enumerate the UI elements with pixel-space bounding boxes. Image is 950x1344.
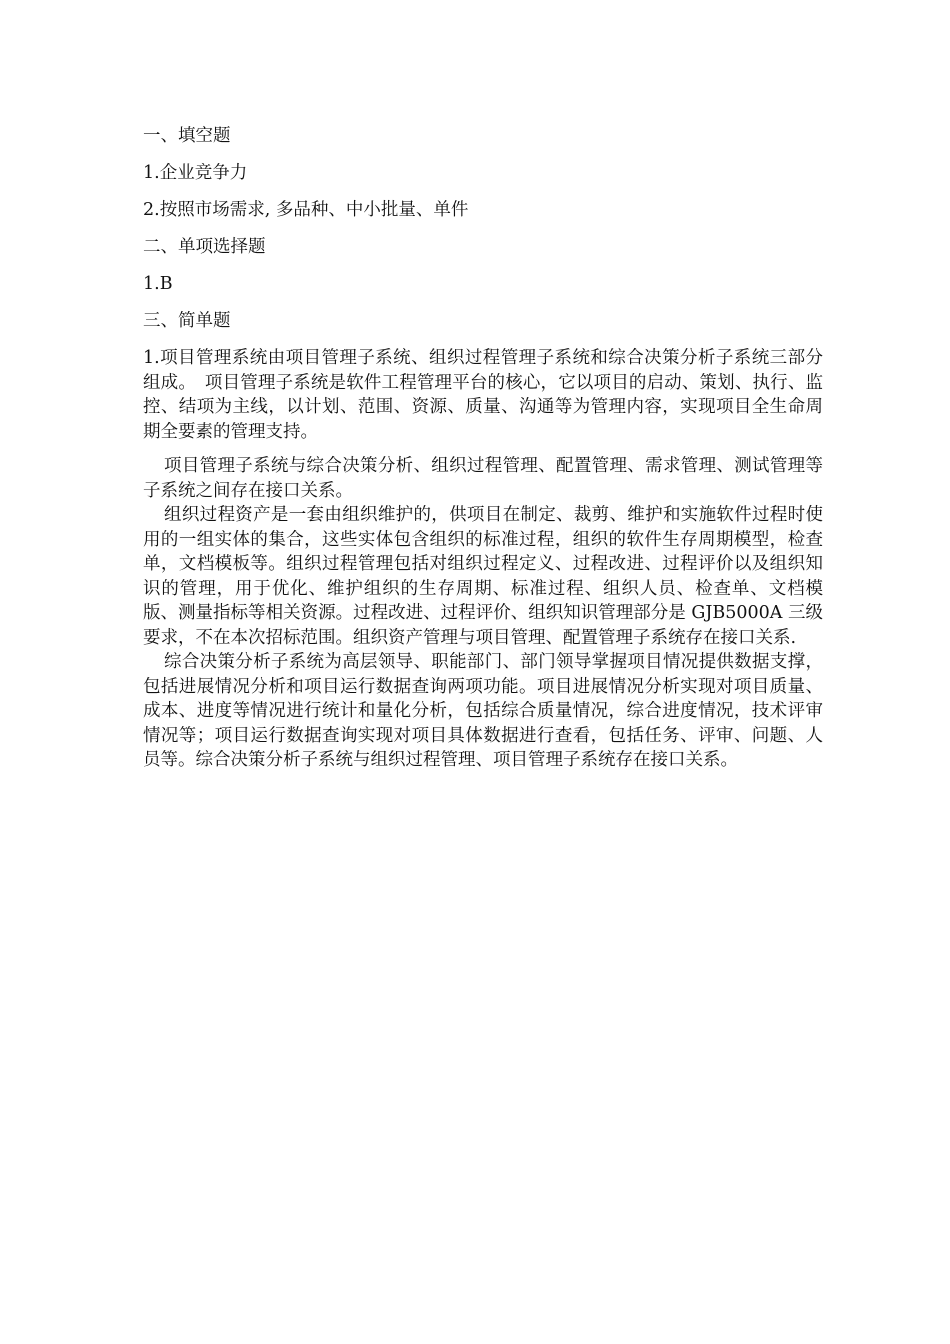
answer-single-choice-1: 1.B — [143, 274, 173, 294]
answer-fill-blank-2: 2.按照市场需求, 多品种、中小批量、单件 — [143, 200, 469, 220]
section-heading-single-choice: 二、单项选择题 — [143, 237, 266, 257]
short-answer-paragraph-3: 组织过程资产是一套由组织维护的，供项目在制定、裁剪、维护和实施软件过程时使用的一组实体的集合，这些实体包含组织的标准过程，组织的软件生存周期模型，检查单，文档模板等。组织过程管理包括对组织过程定义、过程改进、过程评价以及组织知识的管理，用于优化、维护组织的生存周期、标准过程、组织人员、检查单、文档模版、测量指标等相关资源。过程改进、过程评价、组织知识管理部分是 GJB5000A 三级要求，不在本次招标范围。组织资产管理与项目管理、配置管理子系统存在接口关系. — [143, 505, 823, 648]
section-heading-short-answer: 三、简单题 — [143, 311, 231, 331]
short-answer-paragraph-2: 项目管理子系统与综合决策分析、组织过程管理、配置管理、需求管理、测试管理等子系统之间存在接口关系。 — [143, 456, 823, 501]
answer-fill-blank-1: 1.企业竞争力 — [143, 163, 248, 183]
short-answer-paragraph-1: 1.项目管理系统由项目管理子系统、组织过程管理子系统和综合决策分析子系统三部分组成。 项目管理子系统是软件工程管理平台的核心，它以项目的启动、策划、执行、监控、结项为主线，以计划、范围、资源、质量、沟通等为管理内容，实现项目全生命周期全要素的管理支持。 — [143, 348, 823, 442]
short-answer-paragraph-4: 综合决策分析子系统为高层领导、职能部门、部门领导掌握项目情况提供数据支撑，包括进展情况分析和项目运行数据查询两项功能。项目进展情况分析实现对项目质量、成本、进度等情况进行统计和量化分析，包括综合质量情况，综合进度情况，技术评审情况等；项目运行数据查询实现对项目具体数据进行查看，包括任务、评审、问题、人员等。综合决策分析子系统与组织过程管理、项目管理子系统存在接口关系。 — [143, 652, 823, 770]
section-heading-fill-blank: 一、填空题 — [143, 126, 231, 146]
document-page — [143, 124, 823, 773]
